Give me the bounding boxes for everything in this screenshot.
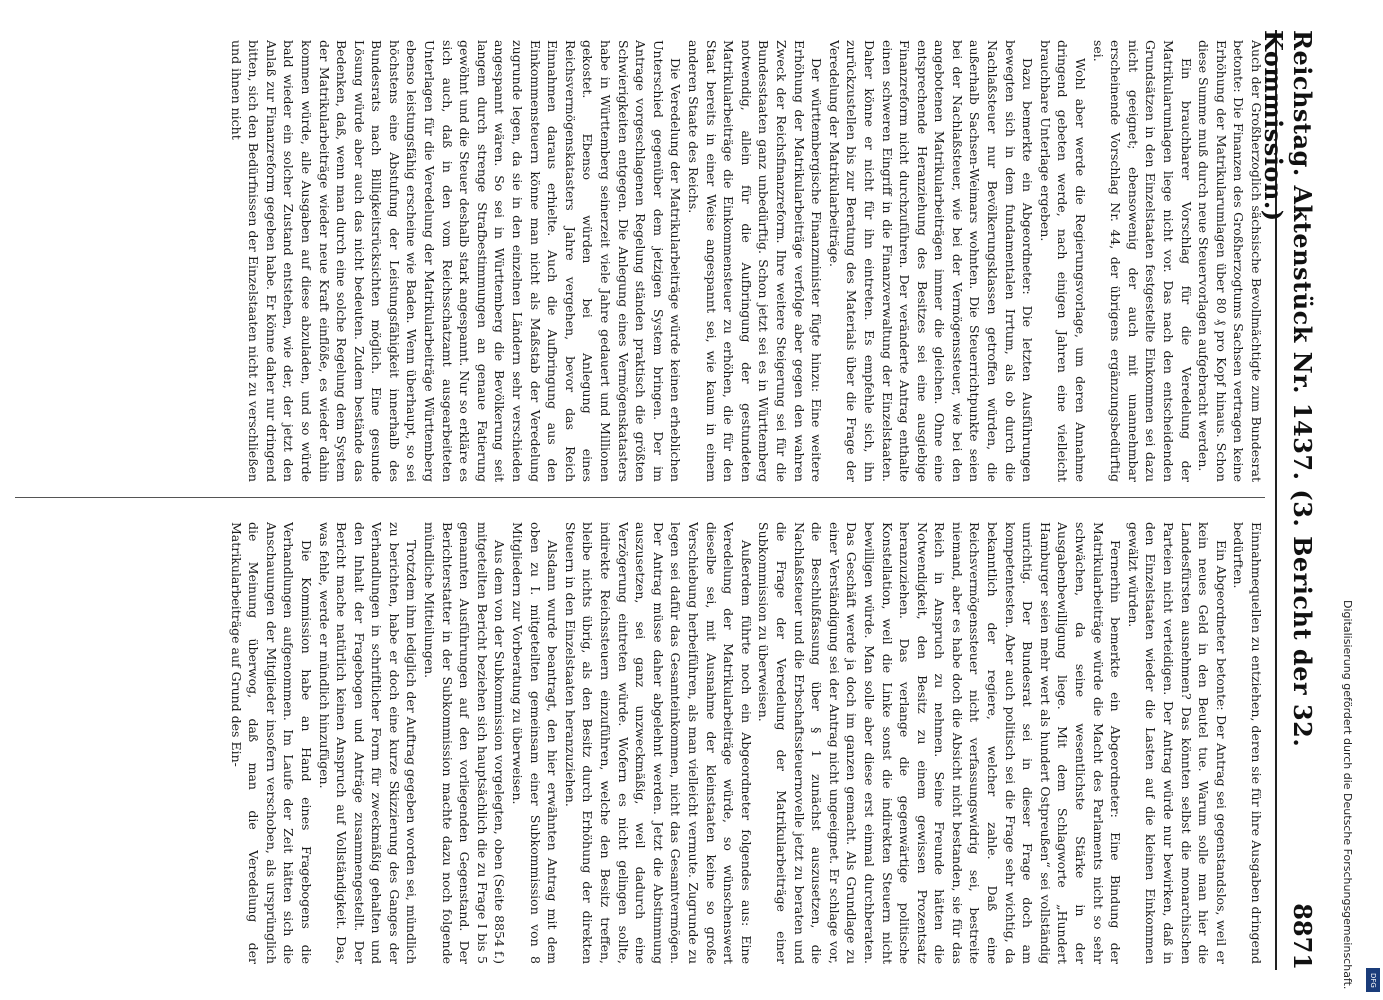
paragraph: Ein Abgeordneter betonte: Der Antrag sei gegenstandslos, weil er kein neues Geld in den Beutel tue. Warum solle man hier die Landesfürsten ausnehmen? Das könnten selbst die monarchischen Parteien nicht verteidigen. Der Antrag würde nur bewirken, daß in den Einzelstaaten wieder die Lasten auf die kleinen Einkommen gewälzt würden. [1125, 522, 1229, 964]
paragraph: Trotzdem ihm lediglich der Auftrag gegeben worden sei, mündlich zu berichten, habe er doch eine kurze Skizzierung des Ganges der Verhandlungen in schriftlicher Form für zweckmäßig gehalten und den Inhalt der Fragebogen und Anträge zusammengestellt. Der Bericht mache natürlich keinen Anspruch auf Vollständigkeit. Das, was fehle, werde er mündlich hinzufügen. [316, 522, 420, 964]
paragraph: Wohl aber werde die Regierungsvorlage, um deren Annahme dringend gebeten werde, nach einigen Jahren eine vielleicht brauchbare Unterlage ergeben. [1037, 40, 1089, 482]
paragraph: Fernerhin bemerkte ein Abgeordneter: Eine Bindung der Matrikularbeiträge würde die Macht des Parlaments nicht so sehr schwächen, da seine wesentlichste Stärke in der Ausgabenbewilligung liege. Mit dem Schlagworte „Hundert Hamburger seien mehr wert als hundert Ostpreußen“ sei vollständig unrichtig. Der Bundesrat sei in dieser Frage doch am kompetentesten. Aber auch politisch sei die Frage sehr wichtig, da bekanntlich der regiere, welcher zahle. Daß eine Reichsvermögenssteuer nicht verfassungswidrig sei, bestreite niemand, aber es habe doch die Absicht nicht bestanden, sie für das Reich in Anspruch zu nehmen. Seine Freunde hätten die Notwendigkeit, den Besitz zu einem gewissen Prozentsatz heranzuziehen. Das verlange die gegenwärtige politische Konstellation, weil die Linke sonst die indirekten Steuern nicht bewilligen würde. Man solle aber diese erst einmal durchberaten. Das Geschäft werde ja doch im ganzen gemacht. Als Grundlage zu einer Verständigung sei der Antrag nicht ungeeignet. Er schlage vor, die Beschlußfassung über § 1 zunächst auszusetzen, die Nachlaßsteuer und die Erbschaftssteuernovelle jetzt zu beraten und die Frage der Veredelung der Matrikularbeiträge einer Subkommission zu überweisen. [756, 522, 1124, 964]
paragraph: Ein brauchbarer Vorschlag für die Veredelung der Matrikularumlagen liege nicht vor. Das nach den entscheidenden Grundsätzen in den Einzelstaaten festgestellte Einkommen sei dazu nicht geeignet; ebensowenig der auch mit unannehmbar erscheinende Vorschlag Nr. 44, der übrigens ergänzungsbedürftig sei. [1090, 40, 1194, 482]
page-header [1259, 30, 1317, 970]
paragraph: Die Veredelung der Matrikularbeiträge würde keinen erheblichen Unterschied gegenüber dem jetzigen System bringen. Der im Antrage vorgeschlagenen Regelung ständen praktisch die größten Schwierigkeiten entgegen. Die Anlegung eines Vermögenskatasters habe in Württemberg seinerzeit viele Jahre gedauert und Millionen gekostet. Ebenso würden bei Anlegung eines Reichsvermögenskatasters Jahre vergehen, bevor das Reich Einnahmen daraus erhielte. Auch die Aufbringung aus den Einkommensteuern könne man nicht als Maßstab der Veredelung zugrunde legen, da sie in den einzelnen Ländern sehr verschieden angespannt wären. So sei in Württemberg die Bevölkerung seit langem durch strenge Strafbestimmungen an genaue Fatierung gewöhnt und die Steuer deshalb stark angespannt. Nur so erkläre es sich auch, daß in den vom Reichsschatzamt ausgearbeiteten Unterlagen für die Veredelung der Matrikularbeiträge Württemberg ebenso leistungsfähig erscheine wie Baden. Wenn überhaupt, so sei höchstens eine Abstufung der Leistungsfähigkeit innerhalb des Bundesrats nach Billigkeitsrücksichten möglich. Eine gesunde Lösung würde aber auch das nicht bedeuten. Zudem bestände das Bedenken, daß, wenn man durch eine solche Regelung dem System der Matrikularbeiträge wieder neue Kraft einflöße, es wieder dahin kommen würde, alle Ausgaben auf diese abzuladen, und so würde bald wieder ein solcher Zustand entstehen, wie der, der jetzt den Anlaß zur Finanzreform gegeben habe. Er könne daher nur dringend bitten, sich den Bedürfnissen der Einzelstaaten nicht zu verschließen und ihnen nicht [228, 40, 684, 482]
dfg-logo-icon: DFG [1366, 968, 1380, 992]
credit-text: Digitalisierung gefördert durch die Deutsche Forschungsgemeinschaft. [1341, 600, 1354, 990]
paragraph: Außerdem führte noch ein Abgeordneter folgendes aus: Eine Veredelung der Matrikularbeiträge würde, so wünschenswert dieselbe sei, mit Ausnahme der kleinstaaten keine so große Verschiebung herbeiführen, als man vielleicht vermute. Zugrunde zu legen sei dafür das Gesamteinkommen, nicht das Gesamtvermögen. Der Antrag müsse daher abgelehnt werden. Jetzt die Abstimmung auszusetzen, sei ganz unzweckmäßig, weil dadurch eine Verzögerung eintreten würde. Wofern es nicht gelingen sollte, indirekte Reichssteuern einzuführen, welche den Besitz treffen, bleibe nichts übrig, als den Besitz durch Erhöhung der direkten Steuern in den Einzelstaaten heranzuziehen. [562, 522, 754, 964]
paragraph: Aus dem von der Subkommission vorgelegten, oben (Seite 8854 f.) mitgeteilten Bericht beziehen sich hauptsächlich die zu Frage I bis 5 genannten Ausführungen auf den vorliegenden Gegenstand. Der Berichterstatter in der Subkommission machte dazu noch folgende mündliche Mitteilungen. [422, 522, 508, 964]
paragraph: Die Kommission habe an Hand eines Fragebogens die Verhandlungen aufgenommen. Im Laufe der Zeit hätten sich die Anschauungen der Mitglieder insofern verschoben, als ursprünglich die Meinung überwog, daß man die Veredelung der Matrikularbeiträge auf Grund des Ein- [228, 522, 314, 964]
running-head: Reichstag. Aktenstück Nr. 1437. (3. Bericht der 32. Kommission.) [1259, 30, 1317, 748]
right-column [15, 522, 1265, 964]
paragraph: Auch der Großherzoglich sächsische Bevollmächtigte zum Bundesrat betonte: Die Finanzen des Großherzogtums Sachsen vertragen keine Erhöhung der Matrikularumlagen über 80 ₰ pro Kopf hinaus. Schon diese Summe muß durch neue Steuervorlagen aufgebracht werden. [1196, 40, 1264, 482]
left-column [15, 40, 1265, 482]
paragraph: Alsdann wurde beantragt, den hier erwähnten Antrag mit dem oben zu I. mitgeteilten gemeinsam einer Subkommission von 8 Mitgliedern zur Vorberatung zu überweisen. [510, 522, 561, 964]
paragraph: Der württembergische Finanzminister fügte hinzu: Eine weitere Erhöhung der Matrikularbeiträge verfolge aber gegen den wahren Zweck der Reichsfinanzreform. Ihre weitere Steigerung sei für die Bundesstaaten ganz unbedürftig. Schon jetzt sei es in Württemberg notwendig, allein für die Aufbringung der gestundeten Matrikularbeiträge die Einkommensteuer zu erhöhen, die für den Staat bereits in einer Weise angespannt sei, wie kaum in einem anderen Staate des Reichs. [686, 40, 825, 482]
paragraph: Dazu bemerkte ein Abgeordneter: Die letzten Ausführungen bewegten sich in dem fundamentalen Irrtum, als ob durch die Nachlaßsteuer nur Bevölkerungsklassen getroffen würden, die außerhalb Sachsen-Weimars wohnten. Die Steuerrichtpunkte seien bei der Nachlaßsteuer, wie bei der Vermögenssteuer, wie bei den angebotenen Matrikularbeiträgen immer die gleichen. Ohne eine entsprechende Heranziehung des Besitzes sei eine ausgiebige Finanzreform nicht durchzuführen. Der veränderte Antrag enthalte einen schweren Eingriff in die Finanzverwaltung der Einzelstaaten. Daher könne er nicht für ihn eintreten. Es empfehle sich, ihn zurückzustellen bis zur Beratung des Materials über die Frage der Veredelung der Matrikularbeiträge. [826, 40, 1036, 482]
paragraph: Einnahmequellen zu entziehen, deren sie für ihre Ausgaben dringend bedürften. [1231, 522, 1264, 964]
column-divider [15, 497, 1265, 498]
digitization-credit [1333, 0, 1358, 1000]
page-number: 8871 [1288, 903, 1317, 970]
